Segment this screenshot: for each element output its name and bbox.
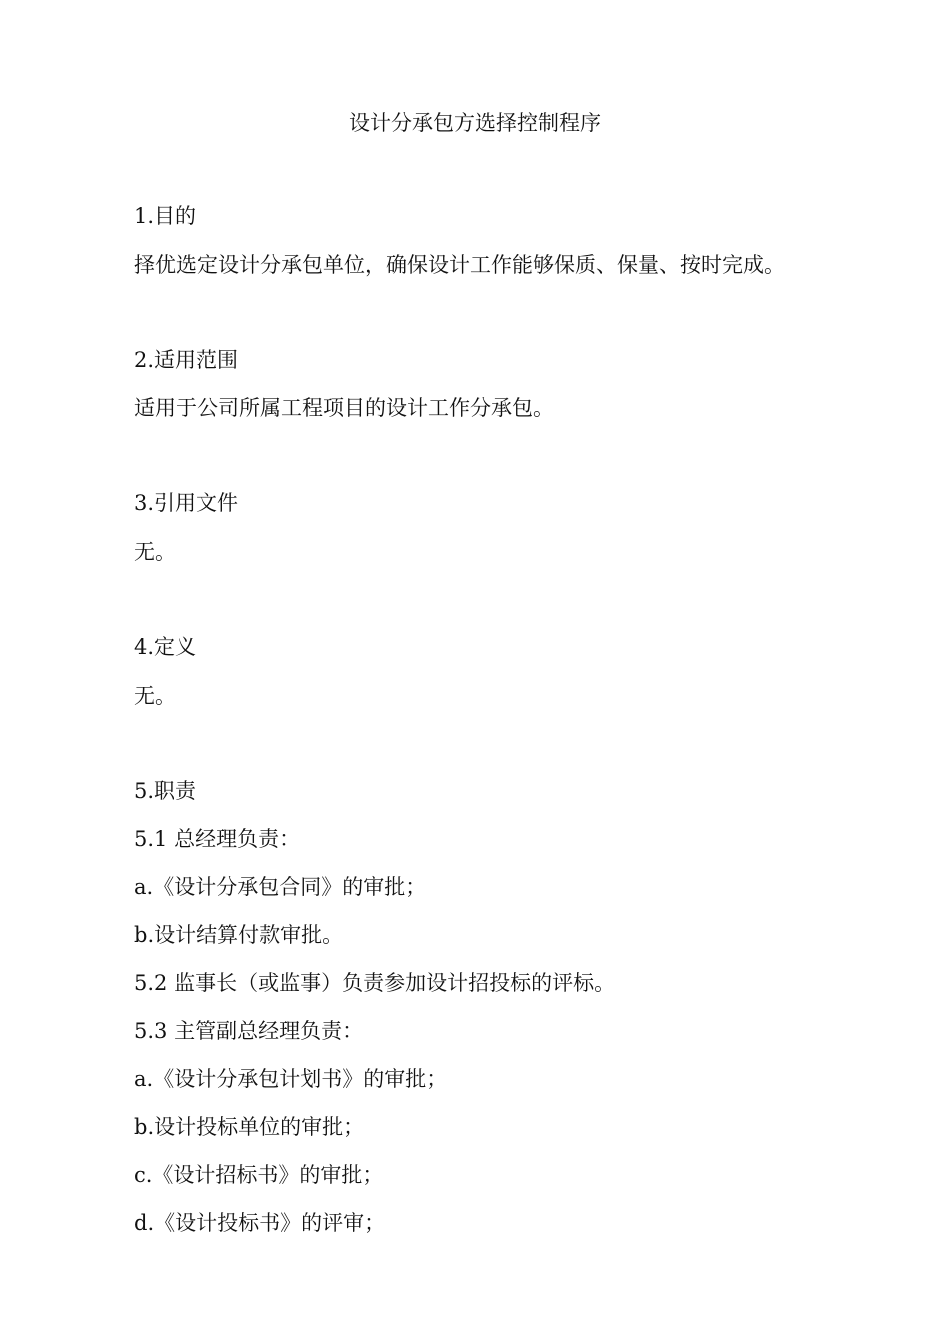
section-heading-purpose: 1.目的 <box>134 204 197 228</box>
responsibility-item: b.设计投标单位的审批； <box>134 1115 365 1139</box>
document-title: 设计分承包方选择控制程序 <box>349 111 601 135</box>
responsibility-item: a.《设计分承包计划书》的审批； <box>134 1067 448 1091</box>
section-heading-references: 3.引用文件 <box>134 491 239 515</box>
responsibility-item: 5.2 监事长（或监事）负责参加设计招投标的评标。 <box>134 971 616 995</box>
section-body-scope: 适用于公司所属工程项目的设计工作分承包。 <box>134 396 554 420</box>
section-heading-scope: 2.适用范围 <box>134 348 239 372</box>
responsibility-item: 5.3 主管副总经理负责： <box>134 1019 364 1043</box>
section-body-definitions: 无。 <box>134 684 176 708</box>
responsibility-item: c.《设计招标书》的审批； <box>134 1163 384 1187</box>
responsibility-item: a.《设计分承包合同》的审批； <box>134 875 427 899</box>
responsibility-item: d.《设计投标书》的评审； <box>134 1211 386 1235</box>
section-heading-responsibilities: 5.职责 <box>134 779 197 803</box>
section-body-references: 无。 <box>134 540 176 564</box>
responsibility-item: 5.1 总经理负责： <box>134 827 301 851</box>
responsibility-item: b.设计结算付款审批。 <box>134 923 344 947</box>
section-body-purpose: 择优选定设计分承包单位，确保设计工作能够保质、保量、按时完成。 <box>134 253 785 277</box>
section-heading-definitions: 4.定义 <box>134 635 197 659</box>
